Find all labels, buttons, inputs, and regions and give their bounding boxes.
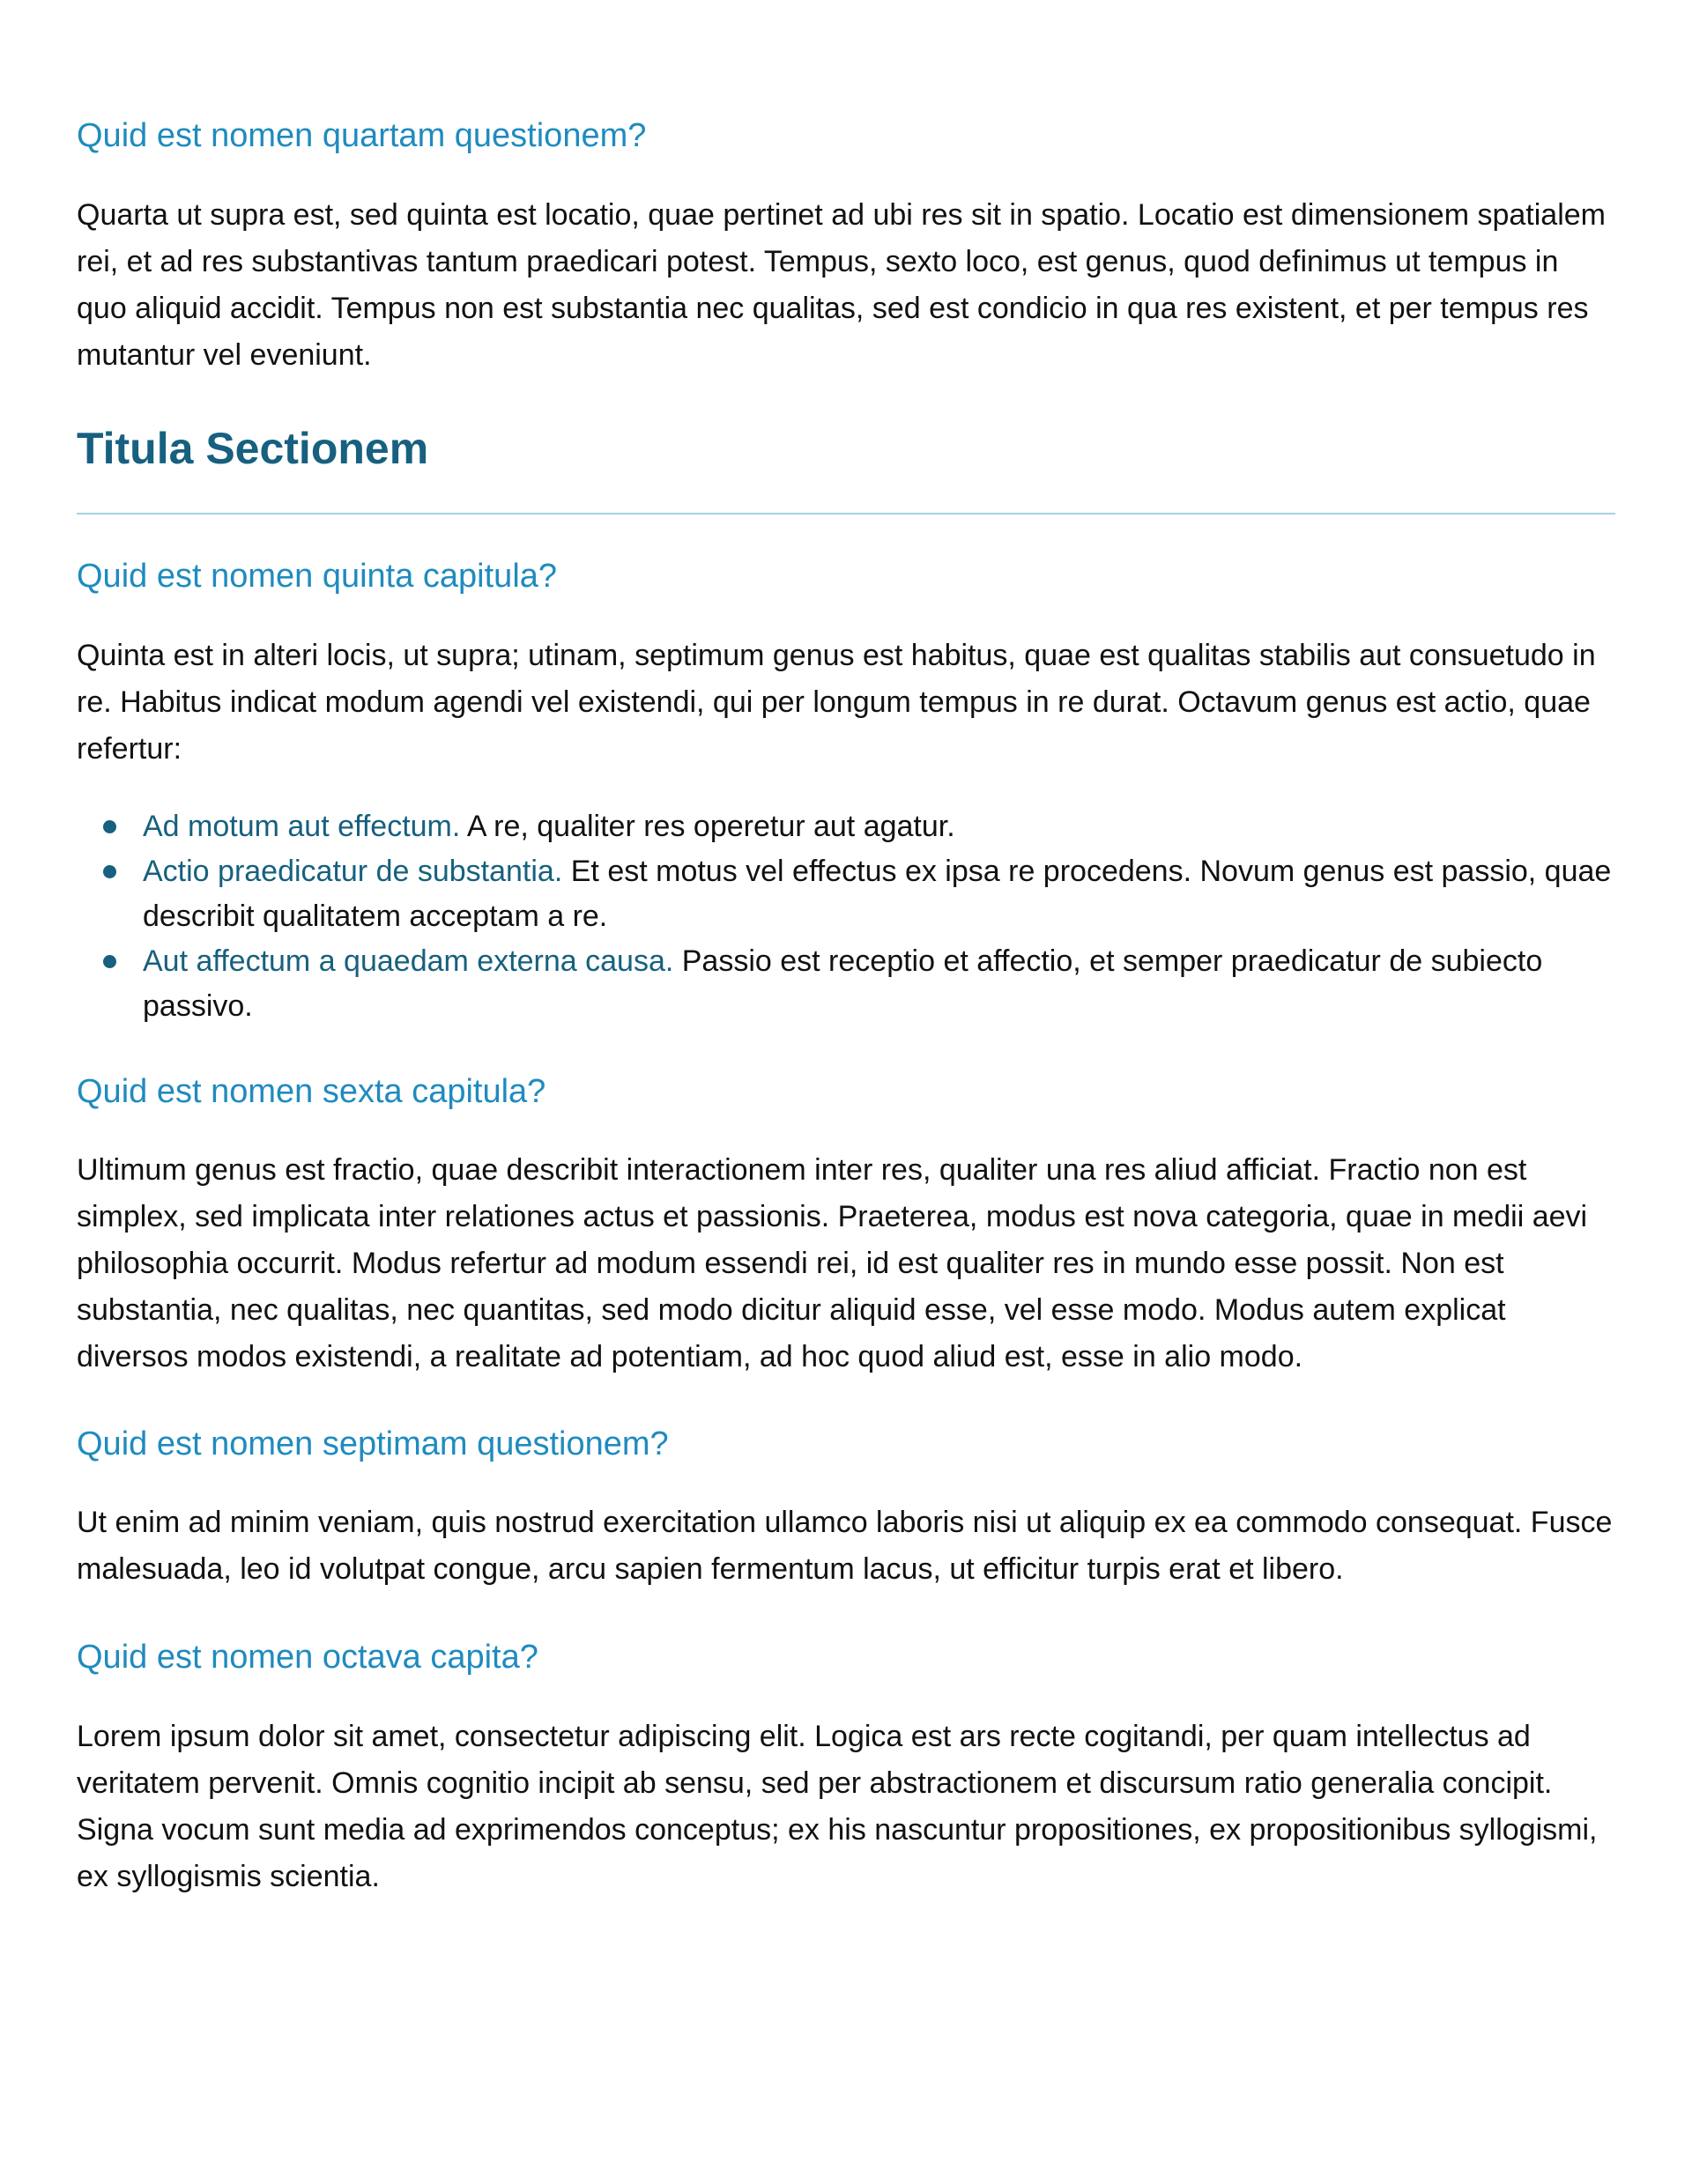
question-body-7: Ut enim ad minim veniam, quis nostrud exercitation ullamco laboris nisi ut aliquip ex ea commodo consequat. Fusce malesuada, leo id volutpat congue, arcu sapien fermentum lacus, ut efficitur turpis erat et libero. [77,1506,1613,1586]
section-divider [77,513,1615,515]
bullet-dot-icon [103,820,116,833]
question-heading-6: Quid est nomen sexta capitula? [77,1073,546,1110]
bullet-text: Et est motus vel effectus ex ipsa re procedens. Novum genus est passio, quae describit qualitatem acceptam a re. [143,855,1612,933]
bullet-text: A re, qualiter res operetur aut agatur. [460,810,955,843]
bullet-lead: Ad motum aut effectum. [143,810,461,843]
question-heading-4: Quid est nomen quartam questionem? [77,117,647,154]
category-bullet-list [77,804,1615,1029]
bullet-dot-icon [103,865,116,878]
bullet-lead: Aut affectum a quaedam externa causa. [143,944,674,978]
list-item [77,939,1615,1029]
question-body-6: Ultimum genus est fractio, quae describit interactionem inter res, qualiter una res aliud afficiat. Fractio non est simplex, sed implicata inter relationes actus et passionis. Praeterea, modus est nova categoria, quae in medii aevi philosophia occurrit. Modus refertur ad modum essendi rei, id est qualiter res in mundo esse possit. Non est substantia, nec qualitas, nec quantitas, sed modo dicitur aliquid esse, vel esse modo. Modus autem explicat diversos modos existendi, a realitate ad potentiam, ad hoc quod aliud est, esse in alio modo. [77,1153,1588,1373]
question-body-5: Quinta est in alteri locis, ut supra; utinam, septimum genus est habitus, quae est qualitas stabilis aut consuetudo in re. Habitus indicat modum agendi vel existendi, qui per longum tempus in re durat. Octavum genus est actio, quae refertur: [77,639,1596,766]
bullet-text: Passio est receptio et affectio, et semper praedicatur de subiecto passivo. [143,944,1543,1023]
section-title: Titula Sectionem [77,424,429,473]
question-body-8: Lorem ipsum dolor sit amet, consectetur adipiscing elit. Logica est ars recte cogitandi, per quam intellectus ad veritatem pervenit. Omnis cognitio incipit ab sensu, sed per abstractionem et discursum ratio generalia concipit. Signa vocum sunt media ad exprimendos conceptus; ex his nascuntur propositiones, ex propositionibus syllogismi, ex syllogismis scientia. [77,1720,1598,1893]
bullet-lead: Actio praedicatur de substantia. [143,855,563,888]
question-body-4: Quarta ut supra est, sed quinta est locatio, quae pertinet ad ubi res sit in spatio. Locatio est dimensionem spatialem rei, et ad res substantivas tantum praedicari potest. Tempus, sexto loco, est genus, quod definimus ut tempus in quo aliquid accidit. Tempus non est substantia nec qualitas, sed est condicio in qua res existent, et per tempus res mutantur vel eveniunt. [77,198,1606,372]
bullet-dot-icon [103,955,116,968]
question-heading-5: Quid est nomen quinta capitula? [77,558,558,595]
list-item [77,849,1615,939]
question-heading-7: Quid est nomen septimam questionem? [77,1425,669,1462]
list-item [77,804,1615,849]
question-heading-8: Quid est nomen octava capita? [77,1639,538,1676]
